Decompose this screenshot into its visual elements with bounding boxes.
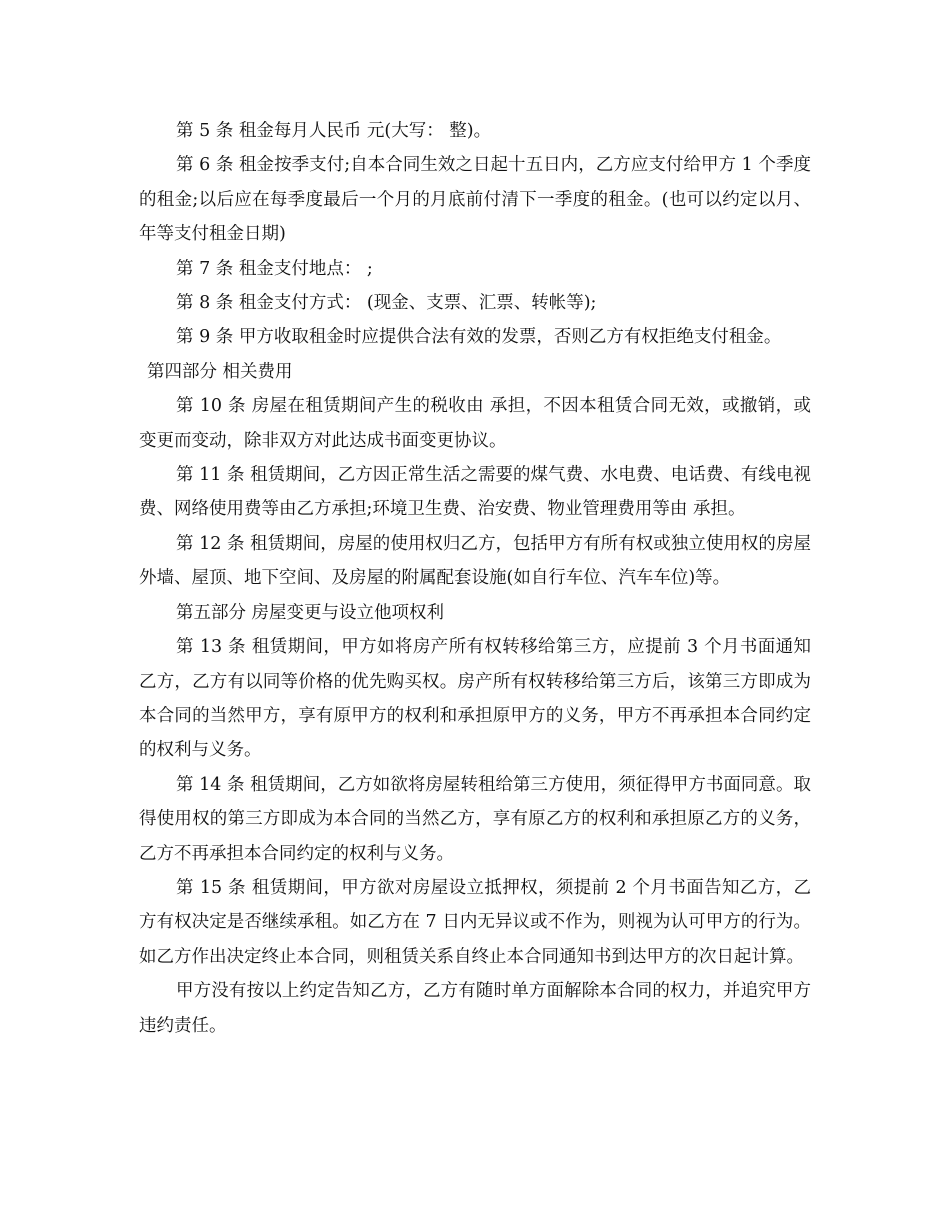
closing-paragraph: 甲方没有按以上约定告知乙方，乙方有随时单方面解除本合同的权力，并追究甲方违约责任。 <box>139 981 811 1036</box>
clause-5: 第 5 条 租金每月人民币 元(大写： 整)。 <box>176 121 492 141</box>
section-heading-part-4: 第四部分 相关费用 <box>147 361 293 382</box>
clause-7: 第 7 条 租金支付地点： ; <box>176 258 373 279</box>
clause-13: 第 13 条 租赁期间，甲方如将房产所有权转移给第三方，应提前 3 个月书面通知乙方，乙方有以同等价格的优先购买权。房产所有权转移给第三方后，该第三方即成为本合同的当然甲方，享有原甲方的权利和承担原甲方的义务，甲方不再承担本合同约定的权利与义务。 <box>139 637 811 761</box>
clause-12: 第 12 条 租赁期间，房屋的使用权归乙方，包括甲方有所有权或独立使用权的房屋外墙、屋顶、地下空间、及房屋的附属配套设施(如自行车位、汽车车位)等。 <box>139 533 811 589</box>
clause-10: 第 10 条 房屋在租赁期间产生的税收由 承担，不因本租赁合同无效，或撤销，或变更而变动，除非双方对此达成书面变更协议。 <box>139 396 811 451</box>
clause-6: 第 6 条 租金按季支付;自本合同生效之日起十五日内，乙方应支付给甲方 1 个季度的租金;以后应在每季度最后一个月的月底前付清下一季度的租金。(也可以约定以月、年等支付租金日期) <box>139 155 811 245</box>
clause-14: 第 14 条 租赁期间，乙方如欲将房屋转租给第三方使用，须征得甲方书面同意。取得使用权的第三方即成为本合同的当然乙方，享有原乙方的权利和承担原乙方的义务，乙方不再承担本合同约定的权利与义务。 <box>139 774 811 864</box>
document-body <box>139 114 811 1043</box>
section-heading-part-5: 第五部分 房屋变更与设立他项权利 <box>176 602 445 623</box>
clause-11: 第 11 条 租赁期间，乙方因正常生活之需要的煤气费、水电费、电话费、有线电视费、网络使用费等由乙方承担;环境卫生费、治安费、物业管理费用等由 承担。 <box>139 465 811 520</box>
clause-9: 第 9 条 甲方收取租金时应提供合法有效的发票，否则乙方有权拒绝支付租金。 <box>176 327 782 348</box>
clause-15: 第 15 条 租赁期间，甲方欲对房屋设立抵押权，须提前 2 个月书面告知乙方，乙方有权决定是否继续承租。如乙方在 7 日内无异议或不作为，则视为认可甲方的行为。如乙方作出决定终止本合同，则租赁关系自终止本合同通知书到达甲方的次日起计算。 <box>139 877 811 967</box>
clause-8: 第 8 条 租金支付方式： (现金、支票、汇票、转帐等); <box>176 293 597 314</box>
